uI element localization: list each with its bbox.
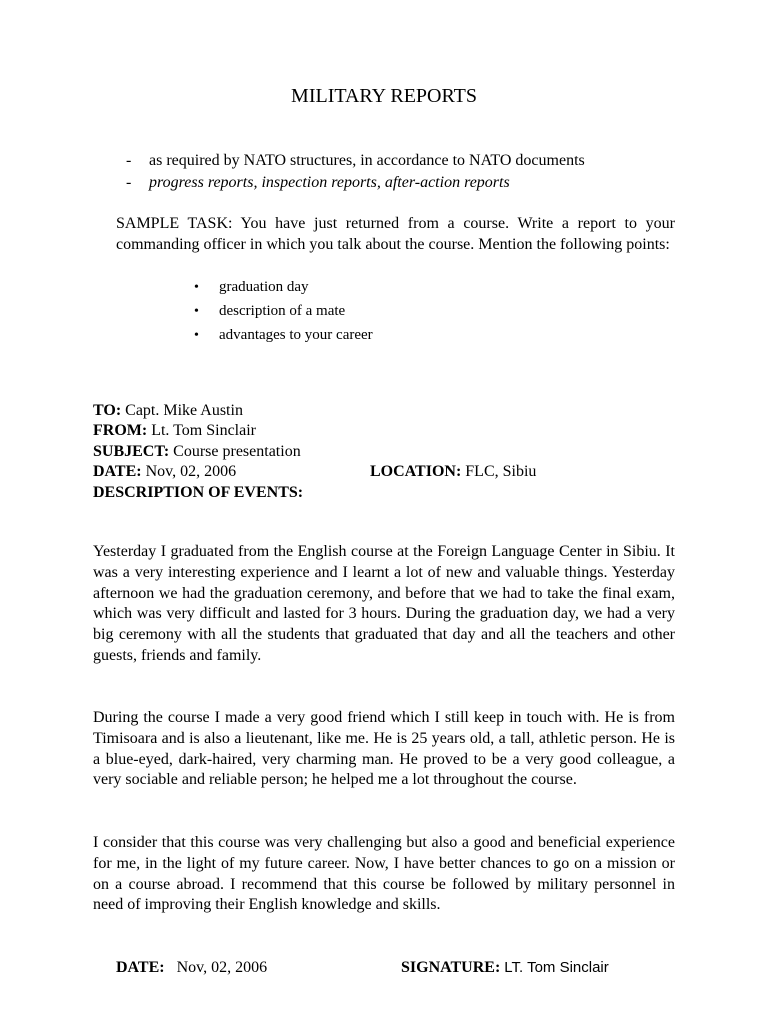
bullet-icon: • <box>194 328 199 343</box>
from-value: Lt. Tom Sinclair <box>151 422 256 439</box>
description-heading <box>93 483 303 503</box>
dash-marker: - <box>126 174 132 191</box>
list-item-text: graduation day <box>219 279 309 295</box>
bullet-icon: • <box>194 304 199 319</box>
to-label: TO: <box>93 402 122 419</box>
intro-item-text: progress reports, inspection reports, after-action reports <box>149 174 510 191</box>
footer-date-label: DATE: <box>116 959 165 976</box>
to-value: Capt. Mike Austin <box>125 402 243 419</box>
subject-label: SUBJECT: <box>93 443 170 460</box>
list-item-text: advantages to your career <box>219 327 373 343</box>
dash-marker: - <box>126 152 132 169</box>
signature-value: LT. Tom Sinclair <box>504 959 609 976</box>
list-item <box>194 301 373 325</box>
page-title: MILITARY REPORTS <box>291 85 477 107</box>
body-paragraph: Yesterday I graduated from the English course at the Foreign Language Center in Sibiu. It was a very interesting experience and I learnt a lot of new and valuable things. Yesterday afternoon we had the graduation ceremony, and before that we had to take the final exam, which was very difficult and lasted for 3 hours. During the graduation day, we had a very big ceremony with all the students that graduated that day and all the teachers and other guests, friends and family. <box>93 543 675 664</box>
date-label: DATE: <box>93 463 142 480</box>
footer-date-value: Nov, 02, 2006 <box>176 959 268 976</box>
list-item <box>194 325 373 349</box>
description-label: DESCRIPTION OF EVENTS: <box>93 484 304 501</box>
report-location <box>370 462 536 482</box>
from-label: FROM: <box>93 422 148 439</box>
body-paragraph: During the course I made a very good friend which I still keep in touch with. He is from Timisoara and is also a lieutenant, like me. He is 25 years old, a tall, athletic person. He is a blue-eyed, dark-haired, very charming man. He proved to be a very good colleague, a very sociable and reliable person; he helped me a lot throughout the course. <box>93 709 675 789</box>
date-value: Nov, 02, 2006 <box>145 463 237 480</box>
location-value: FLC, Sibiu <box>465 463 537 480</box>
body-paragraph: I consider that this course was very challenging but also a good and beneficial experience for me, in the light of my future career. Now, I have better chances to go on a mission or on a course abroad. I recommend that this course be followed by military personnel in need of improving their English knowledge and skills. <box>93 834 675 914</box>
task-points-list <box>194 277 373 349</box>
report-subject <box>93 442 301 462</box>
signature-label: SIGNATURE: <box>401 959 501 976</box>
footer-date <box>116 958 267 978</box>
report-from <box>93 421 256 441</box>
location-label: LOCATION: <box>370 463 462 480</box>
sample-task-text: SAMPLE TASK: You have just returned from a course. Write a report to your commanding officer in which you talk about the course. Mention the following points: <box>116 215 675 253</box>
list-item <box>194 277 373 301</box>
bullet-icon: • <box>194 280 199 295</box>
report-date <box>93 462 236 482</box>
report-to <box>93 401 243 421</box>
intro-item <box>126 151 585 171</box>
intro-item-text: as required by NATO structures, in accordance to NATO documents <box>149 152 585 169</box>
footer-signature <box>401 958 609 978</box>
subject-value: Course presentation <box>173 443 301 460</box>
intro-item <box>126 173 510 193</box>
list-item-text: description of a mate <box>219 303 346 319</box>
